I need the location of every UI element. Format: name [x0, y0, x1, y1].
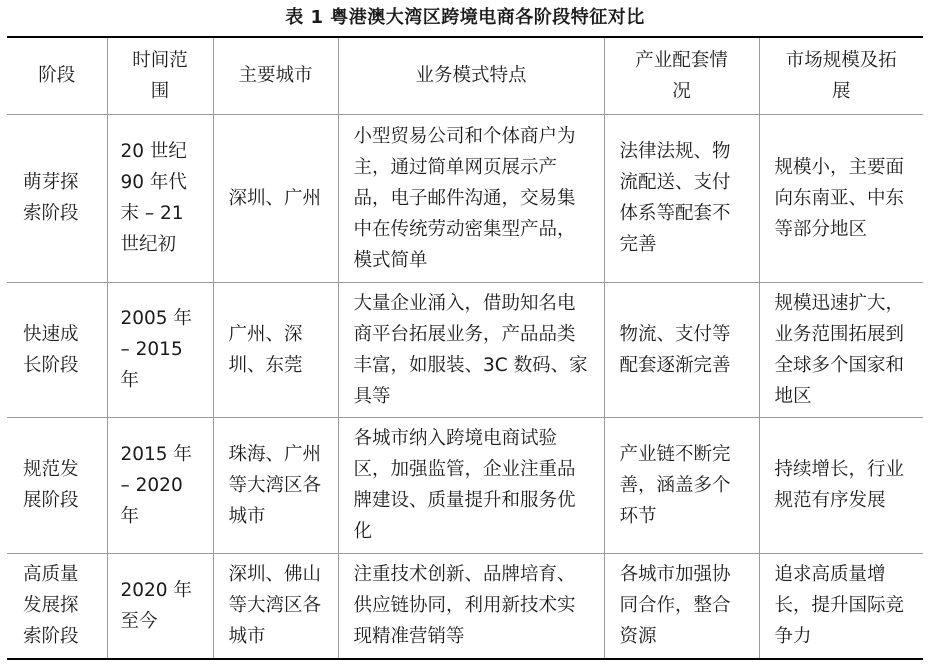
header-time-range: 时间范围: [107, 37, 213, 114]
header-industry-support: 产业配套情况: [604, 37, 759, 114]
table-row: [7, 553, 923, 659]
cell-business-model: 小型贸易公司和个体商户为主，通过简单网页展示产品，电子邮件沟通，交易集中在传统劳动密集型产品，模式简单: [338, 114, 604, 282]
table-row: [7, 417, 923, 553]
cell-business-model: 注重技术创新、品牌培育、供应链协同，利用新技术实现精准营销等: [338, 553, 604, 659]
cell-business-model: 大量企业涌入，借助知名电商平台拓展业务，产品品类丰富，如服装、3C 数码、家具等: [338, 282, 604, 417]
stage-comparison-table: [7, 36, 923, 660]
cell-market-scale: 持续增长，行业规范有序发展: [759, 417, 923, 553]
cell-stage: 规范发展阶段: [7, 417, 107, 553]
cell-main-cities: 深圳、广州: [213, 114, 338, 282]
header-main-cities: 主要城市: [213, 37, 338, 114]
header-market-scale: 市场规模及拓展: [759, 37, 923, 114]
cell-market-scale: 追求高质量增长，提升国际竞争力: [759, 553, 923, 659]
cell-time-range: 2020 年至今: [107, 553, 213, 659]
cell-market-scale: 规模迅速扩大，业务范围拓展到全球多个国家和地区: [759, 282, 923, 417]
header-stage: 阶段: [7, 37, 107, 114]
cell-market-scale: 规模小，主要面向东南亚、中东等部分地区: [759, 114, 923, 282]
cell-industry-support: 产业链不断完善，涵盖多个环节: [604, 417, 759, 553]
table-row: [7, 114, 923, 282]
cell-main-cities: 珠海、广州等大湾区各城市: [213, 417, 338, 553]
table-header-row: [7, 37, 923, 114]
cell-time-range: 2015 年 – 2020 年: [107, 417, 213, 553]
cell-time-range: 2005 年 – 2015 年: [107, 282, 213, 417]
cell-time-range: 20 世纪 90 年代末 – 21 世纪初: [107, 114, 213, 282]
cell-stage: 高质量发展探索阶段: [7, 553, 107, 659]
cell-industry-support: 各城市加强协同合作，整合资源: [604, 553, 759, 659]
cell-industry-support: 法律法规、物流配送、支付体系等配套不完善: [604, 114, 759, 282]
cell-main-cities: 广州、深圳、东莞: [213, 282, 338, 417]
cell-stage: 萌芽探索阶段: [7, 114, 107, 282]
table-row: [7, 282, 923, 417]
cell-industry-support: 物流、支付等配套逐渐完善: [604, 282, 759, 417]
table-caption: 表 1 粤港澳大湾区跨境电商各阶段特征对比: [285, 7, 645, 28]
cell-main-cities: 深圳、佛山等大湾区各城市: [213, 553, 338, 659]
header-business-model: 业务模式特点: [338, 37, 604, 114]
cell-business-model: 各城市纳入跨境电商试验区，加强监管，企业注重品牌建设、质量提升和服务优化: [338, 417, 604, 553]
cell-stage: 快速成长阶段: [7, 282, 107, 417]
